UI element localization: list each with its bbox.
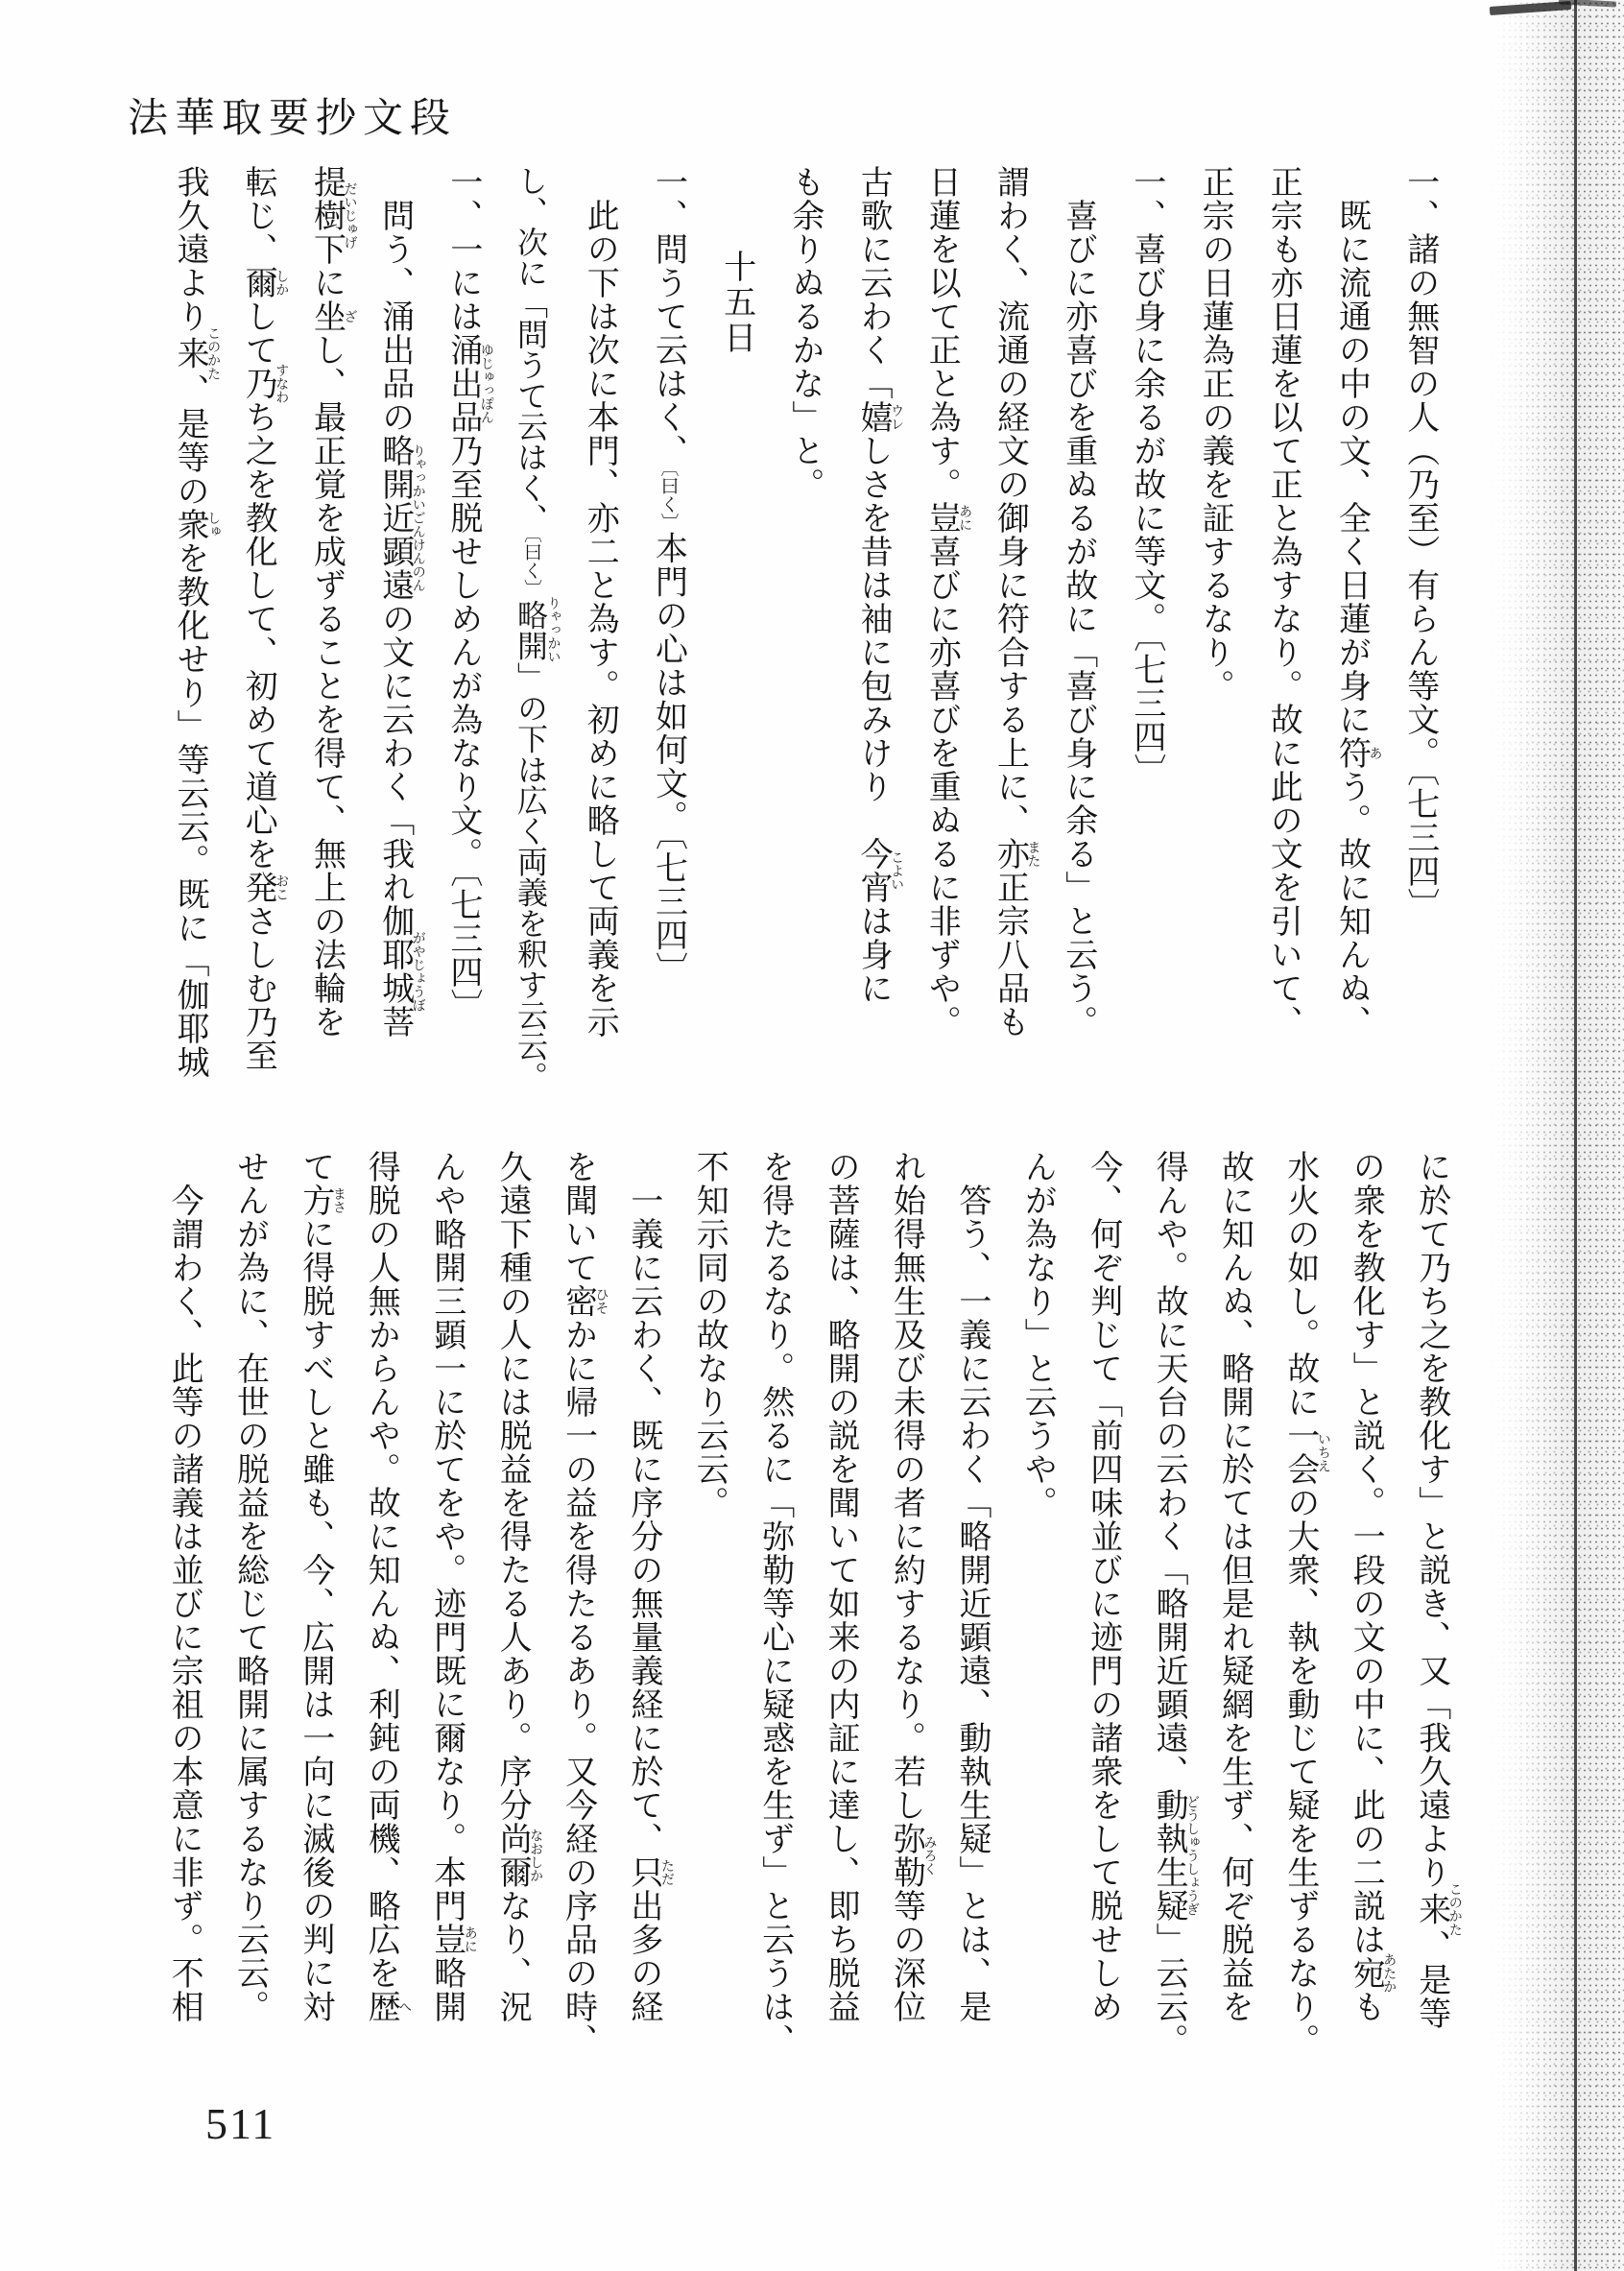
text-column: を聞いて密ひそかに帰一の益を得たるあり。又今経の序品の時、: [560, 1150, 609, 2057]
book-edge-line: [1574, 0, 1577, 2271]
text-column: 水火の如し。故に一会いちえの大衆、執を動じて疑を生ずるなり。: [1281, 1150, 1330, 2057]
text-column: 提樹下だいじゅげに坐ざし、最正覚を成ずることを得て、無上の法輪を: [308, 165, 357, 1039]
text-column: 今、何ぞ判じて「前四味並びに迹門の諸衆をして脱せしめ: [1085, 1150, 1121, 2023]
text-column: も余りぬるかな」と。: [786, 165, 823, 501]
text-column: 得脱の人無からんや。故に知んぬ、利鈍の両機、略広を歴へ: [363, 1150, 412, 2023]
text-column: んが為なり」と云うや。: [1019, 1150, 1056, 1519]
page-title: 法華取要抄文段: [128, 97, 458, 141]
text-column: 既に流通の中の文、全く日蓮が身に符あう。故に知んぬ、: [1333, 199, 1382, 1039]
text-column: 久遠下種の人には脱益を得たる人あり。序分尚爾なおしかなり、況: [494, 1150, 543, 2023]
text-column: 謂わく、流通の経文の御身に符合する上に、亦また正宗八品も: [991, 165, 1040, 1039]
text-column: の菩薩は、略開の説を聞いて如来の内証に達し、即ち脱益: [823, 1150, 859, 2023]
text-column: 故に知んぬ、略開に於ては但是れ疑網を生ず、何ぞ脱益を: [1216, 1150, 1253, 2023]
text-column: の衆を教化す」と説く。一段の文の中に、此の二説は宛あたかも: [1348, 1150, 1397, 2023]
section-heading: 十五日: [718, 249, 754, 356]
text-column: 一、一には涌出品ゆじゅっぽん乃至脱せしめんが為なり文。〔七三四〕: [444, 165, 493, 1022]
text-column: せんが為に、在世の脱益を総じて略開に属するなり云云。: [231, 1150, 268, 2023]
text-column: し、次に「問うて云はく、〔曰く〕略開りゃっかい」の下は広く両義を釈す云云。: [513, 165, 561, 1092]
text-column: 答う、一義に云わく「略開近顕遠、動執生疑」とは、是: [953, 1183, 990, 2023]
text-column: 一、喜び身に余るが故に等文。〔七三四〕: [1128, 165, 1164, 787]
text-column: れ始得無生及び未得の者に約するなり。若し弥勒みろく等の深位: [888, 1150, 937, 2023]
text-column: 得んや。故に天台の云わく「略開近顕遠、動執生疑どうしゅうしょうぎ」云云。: [1151, 1150, 1200, 2057]
text-column: 喜びに亦喜びを重ぬるが故に「喜び身に余る」と云う。: [1060, 199, 1096, 1039]
text-column: 今謂わく、此等の諸義は並びに宗祖の本意に非ず。不相: [166, 1183, 203, 2023]
text-column: 一、問うて云はく、〔曰く〕本門の心は如何文。〔七三四〕: [650, 165, 686, 986]
page-number: 511: [205, 2099, 276, 2148]
text-column: 正宗も亦日蓮を以て正と為すなり。故に此の文を引いて、: [1265, 165, 1302, 1039]
text-column: 不知示同の故なり云云。: [691, 1150, 728, 1519]
text-column: 問う、涌出品の略開近顕遠りゃっかいごんけんのんの文に云わく「我れ伽耶城菩がやじょうぼ: [376, 199, 425, 1039]
text-column: 一義に云わく、既に序分の無量義経に於て、只ただ出多の経: [625, 1183, 674, 2023]
text-column: んや略開三顕一に於てをや。迹門既に爾なり。本門豈あに略開: [428, 1150, 477, 2023]
text-column: て方まさに得脱すべしと雖も、今、広開は一向に滅後の判に対: [297, 1150, 346, 2023]
text-column: 転じ、爾しかして乃すなわち之を教化して、初めて道心を発おこさしむ乃至: [240, 165, 289, 1072]
book-edge-scan-artifact: [1490, 0, 1624, 2271]
text-column: 正宗の日蓮為正の義を証するなり。: [1197, 165, 1233, 703]
text-column: 古歌に云わく「嬉ウレしさを昔は袖に包みけり 今宵こよいは身に: [855, 165, 904, 1005]
text-column: 我久遠より来このかた、是等の衆しゅを教化せり」等云云。既に「伽耶城: [172, 165, 221, 1079]
text-column: 一、諸の無智の人（乃至）有らん等文。〔七三四〕: [1401, 165, 1438, 921]
text-column: に於て乃ち之を教化す」と説き、又「我久遠より来このかた、是等: [1413, 1150, 1462, 2030]
text-column: 此の下は次に本門、亦二と為す。初めに略して両義を示: [582, 199, 618, 1039]
text-column: を得たるなり。然るに「弥勒等心に疑惑を生ず」と云うは、: [756, 1150, 793, 2057]
text-column: 日蓮を以て正と為す。豈あに喜びに亦喜びを重ぬるに非ずや。: [923, 165, 972, 1039]
